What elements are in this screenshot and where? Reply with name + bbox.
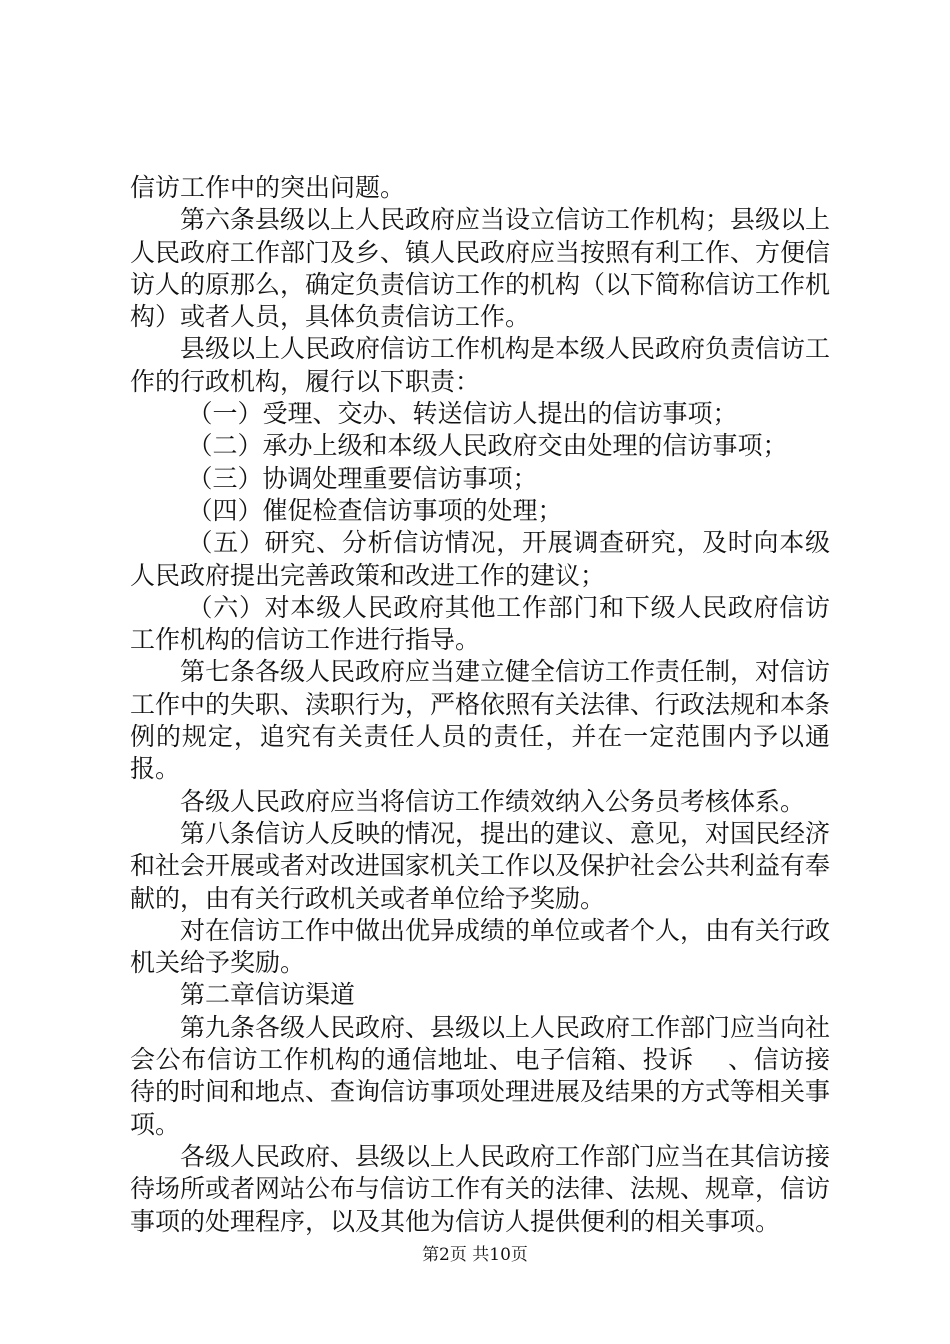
paragraph: 第八条信访人反映的情况，提出的建议、意见，对国民经济和社会开展或者对改进国家机关工作以及保护社会公共利益有奉献的，由有关行政机关或者单位给予奖励。	[130, 818, 831, 913]
paragraph: 第六条县级以上人民政府应当设立信访工作机构；县级以上人民政府工作部门及乡、镇人民政府应当按照有利工作、方便信访人的原那么，确定负责信访工作的机构（以下简称信访工作机构）或者人员，具体负责信访工作。	[130, 205, 831, 332]
paragraph: 信访工作中的突出问题。	[130, 173, 406, 202]
paragraph: （四）催促检查信访事项的处理；	[187, 495, 563, 525]
paragraph: （五）研究、分析信访情况，开展调查研究，及时向本级人民政府提出完善政策和改进工作的建议；	[130, 528, 830, 590]
paragraph: 第九条各级人民政府、县级以上人民政府工作部门应当向社会公布信访工作机构的通信地址、电子信箱、投诉 、信访接待的时间和地点、查询信访事项处理进展及结果的方式等相关事项。	[130, 1012, 831, 1139]
paragraph: 第二章信访渠道	[180, 980, 356, 1010]
document-body	[130, 172, 830, 1238]
paragraph: 第七条各级人民政府应当建立健全信访工作责任制，对信访工作中的失职、渎职行为，严格依照有关法律、行政法规和本条例的规定，追究有关责任人员的责任，并在一定范围内予以通报。	[130, 657, 831, 784]
paragraph: 各级人民政府应当将信访工作绩效纳入公务员考核体系。	[180, 786, 806, 816]
paragraph: （六）对本级人民政府其他工作部门和下级人民政府信访工作机构的信访工作进行指导。	[130, 592, 830, 655]
paragraph: （一）受理、交办、转送信访人提出的信访事项；	[187, 399, 738, 429]
paragraph: 对在信访工作中做出优异成绩的单位或者个人，由有关行政机关给予奖励。	[130, 915, 831, 978]
paragraph: 县级以上人民政府信访工作机构是本级人民政府负责信访工作的行政机构，履行以下职责：	[130, 334, 831, 396]
paragraph: 各级人民政府、县级以上人民政府工作部门应当在其信访接待场所或者网站公布与信访工作有关的法律、法规、规章，信访事项的处理程序，以及其他为信访人提供便利的相关事项。	[130, 1141, 831, 1236]
page-footer: 第2页 共10页	[422, 1245, 528, 1265]
paragraph: （二）承办上级和本级人民政府交由处理的信访事项；	[187, 431, 788, 461]
paragraph: （三）协调处理重要信访事项；	[187, 463, 538, 493]
